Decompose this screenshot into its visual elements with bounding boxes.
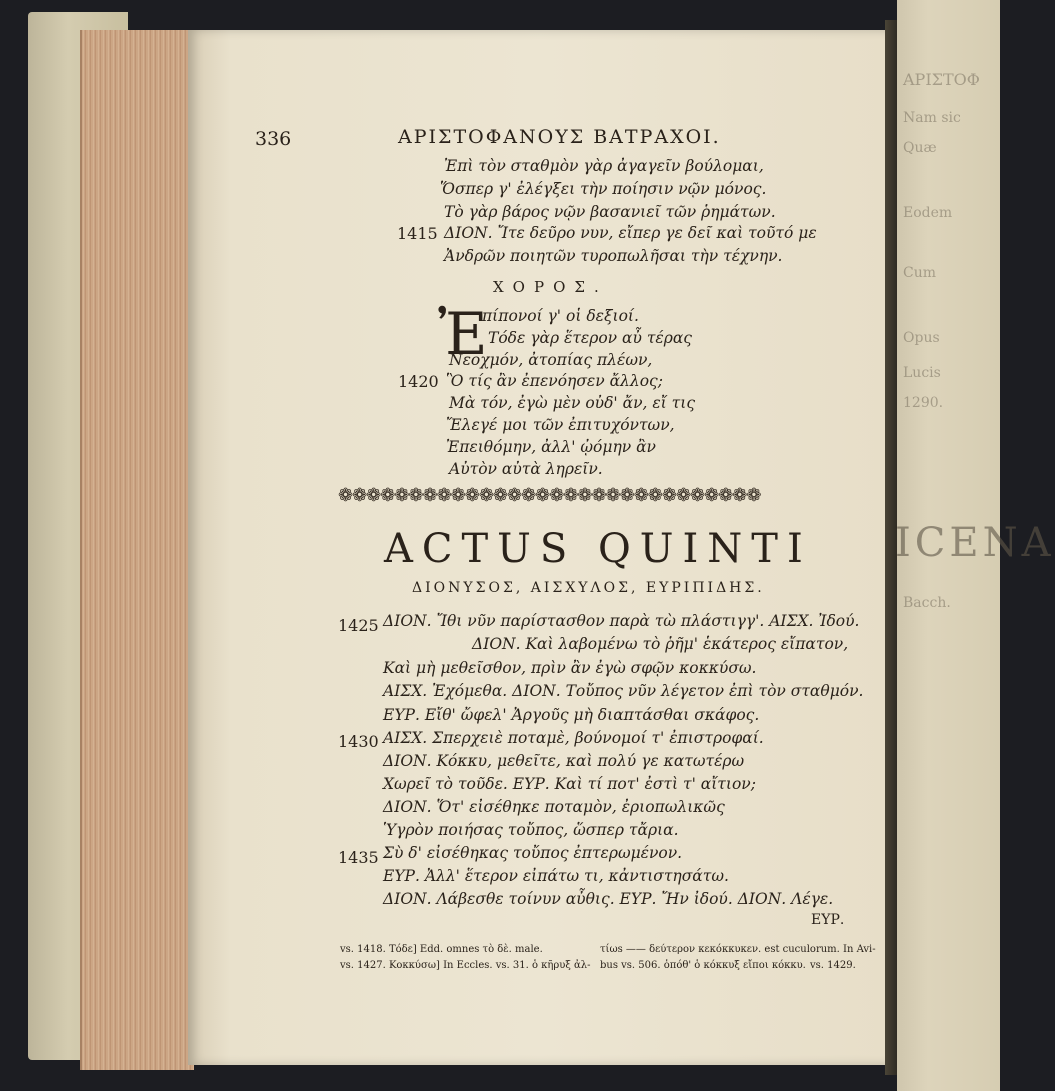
verse-line: Ὅσπερ γ' ἐλέγξει τὴν ποίησιν νῷν μόνος. [440,180,767,198]
line-number: 1415 [397,224,438,243]
line-number: 1420 [398,372,439,391]
line-number: 1425 [338,616,379,635]
verse-line: Ἐπειθόμην, ἀλλ' ᾠόμην ἂν [446,438,656,456]
footnote: vs. 1427. Κοκκύσω] In Eccles. vs. 31. ὁ κῆρυξ ἀλ- [340,960,591,971]
line-number: 1435 [338,848,379,867]
verse-line: Αὐτὸν αὐτὰ ληρεῖν. [449,460,603,478]
ornament-band: ❁❁❁❁❁❁❁❁❁❁❁❁❁❁❁❁❁❁❁❁❁❁❁❁❁❁❁❁❁❁ [338,485,761,506]
facing-page-text: ΑΡΙΣΤΟΦ [903,70,980,89]
facing-page-text: Lucis [903,365,941,381]
verse-line: Μὰ τόν, ἐγὼ μὲν οὐδ' ἄν, εἴ τις [449,394,696,412]
line-number: 1430 [338,732,379,751]
facing-page-text: 1290. [903,395,944,411]
verse-line: Τόδε γὰρ ἕτερον αὖ τέρας [488,329,692,347]
page-number: 336 [255,128,292,150]
verse-line: ΔΙΟΝ. Καὶ λαβομένω τὸ ῥῆμ' ἑκάτερος εἴπατον, [472,635,849,653]
page-edges [80,30,194,1070]
verse-line: ΑΙΣΧ. Ἐχόμεθα. ΔΙΟΝ. Τοὔπος νῦν λέγετον ἐπὶ τὸν σταθμόν. [383,682,864,700]
verse-line: Ἐπὶ τὸν σταθμὸν γὰρ ἀγαγεῖν βούλομαι, [444,157,764,175]
footnote: bus vs. 506. ὁπόθ' ὁ κόκκυξ εἴποι κόκκυ. [600,960,806,971]
verse-line: ΕΥΡ. Εἴθ' ὤφελ' Ἀργοῦς μὴ διαπτάσθαι σκάφος. [383,706,760,724]
verse-line: ΕΥΡ. Ἀλλ' ἕτερον εἰπάτω τι, κἀντιστησάτω. [383,867,729,885]
facing-page-text: Nam sic [903,110,961,126]
facing-page-text: Eodem [903,205,953,221]
facing-page-heading: ICENA [895,520,1055,566]
facing-page-text: Opus [903,330,940,346]
verse-line: Σὺ δ' εἰσέθηκας τοὔπος ἐπτερωμένον. [383,844,683,862]
act-title: ACTUS QUINTI [384,526,812,572]
verse-line: ΑΙΣΧ. Σπερχειὲ ποταμὲ, βούνομοί τ' ἐπιστροφαί. [383,729,764,747]
facing-page-text: Bacch. [903,595,951,611]
verse-line: Τὸ γὰρ βάρος νῷν βασανιεῖ τῶν ῥημάτων. [444,203,776,221]
verse-line: ΔΙΟΝ. Λάβεσθε τοίνυν αὖθις. ΕΥΡ. Ἤν ἰδού. ΔΙΟΝ. Λέγε. [383,890,834,908]
facing-page [895,0,1055,1091]
verse-line: Νεοχμόν, ἀτοπίας πλέων, [449,351,653,369]
verse-line: ΔΙΟΝ. Ἴθι νῦν παρίστασθον παρὰ τὼ πλάστιγγ'. ΑΙΣΧ. Ἰδού. [383,612,860,630]
verse-line: Καὶ μὴ μεθεῖσθον, πρὶν ἂν ἐγὼ σφῷν κοκκύσω. [383,659,757,677]
catchword: ΕΥΡ. [811,912,845,928]
verse-line: πίπονοί γ' οἱ δεξιοί. [482,307,639,325]
drop-cap: Ἐ [438,300,488,368]
footnote: vs. 1418. Τόδε] Edd. omnes τὸ δὲ. male. [340,944,543,955]
verse-line: Ὑγρὸν ποιήσας τοὔπος, ὥσπερ τἄρια. [383,821,679,839]
verse-line: Χωρεῖ τὸ τοῦδε. ΕΥΡ. Καὶ τί ποτ' ἐστὶ τ' αἴτιον; [383,775,756,793]
verse-line: Ἔλεγέ μοι τῶν ἐπιτυχόντων, [446,416,675,434]
running-title: ΑΡΙΣΤΟΦΑΝΟΥΣ ΒΑΤΡΑΧΟΙ. [398,126,721,148]
dramatis-personae: ΔΙΟΝΥΣΟΣ, ΑΙΣΧΥΛΟΣ, ΕΥΡΙΠΙΔΗΣ. [412,580,765,596]
footnote: vs. 1429. [810,960,856,971]
facing-page-text: Quæ [903,140,937,156]
footnote: τίωs —— δεύτερον κεκόκκυκεν. est cuculorum. In Avi- [600,944,876,955]
verse-line: Ἀνδρῶν ποιητῶν τυροπωλῆσαι τὴν τέχνην. [444,247,783,265]
chorus-heading: ΧΟΡΟΣ. [493,278,608,296]
verse-line: ΔΙΟΝ. Ἴτε δεῦρο νυν, εἴπερ γε δεῖ καὶ τοῦτό με [444,224,817,242]
verse-line: ΔΙΟΝ. Ὅτ' εἰσέθηκε ποταμὸν, ἐριοπωλικῶς [383,798,725,816]
verse-line: Ὃ τίς ἂν ἐπενόησεν ἄλλος; [446,372,663,390]
verse-line: ΔΙΟΝ. Κόκκυ, μεθεῖτε, καὶ πολύ γε κατωτέρω [383,752,745,770]
facing-page-text: Cum [903,265,937,281]
